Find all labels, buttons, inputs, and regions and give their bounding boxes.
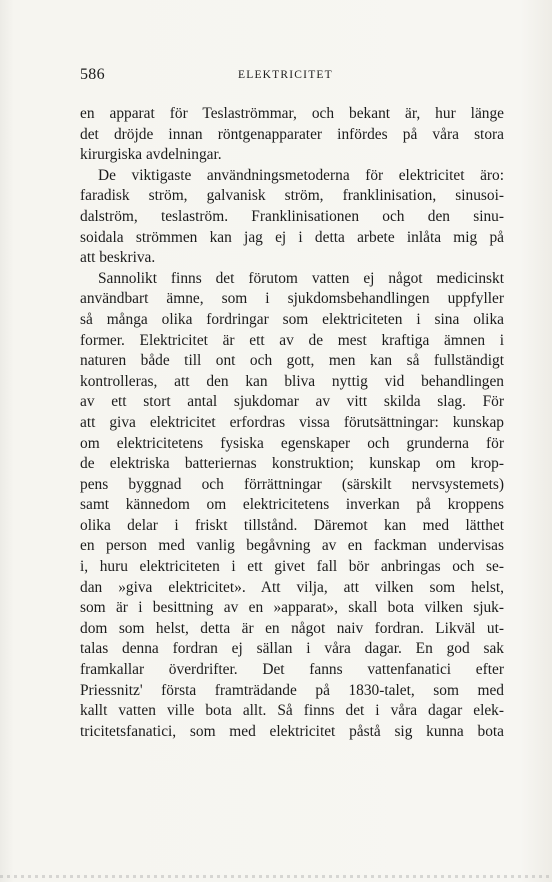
text-line: samt kännedom om elektricitetens inverkan på kroppens: [80, 496, 504, 514]
page-header: [80, 66, 500, 88]
page-number: 586: [80, 66, 105, 83]
text-line: Sannolikt finns det förutom vatten ej något medicinskt: [98, 269, 504, 287]
text-line: faradisk ström, galvanisk ström, franklinisation, sinusoi-: [80, 187, 504, 205]
text-line: kirurgiska avdelningar.: [80, 146, 222, 164]
text-line: dan »giva elektricitet». Att vilja, att vilken som helst,: [80, 578, 504, 596]
text-line: av ett stort antal sjukdomar av vitt skilda slag. För: [80, 393, 504, 411]
text-line: i, huru elektriciteten i ett givet fall bör anbringas och se-: [80, 558, 504, 576]
paragraph: [80, 166, 504, 269]
text-line: kontrolleras, att den kan bliva nyttig vid behandlingen: [80, 372, 504, 390]
text-line: så många olika fordringar som elektriciteten i sina olika: [80, 310, 504, 328]
text-line: att giva elektricitet erfordras vissa förutsättningar: kunskap: [80, 413, 504, 431]
text-line: talas denna fordran ej sällan i våra dagar. En god sak: [80, 640, 504, 658]
running-title: ELEKTRICITET: [238, 69, 333, 81]
text-line: tricitetsfanatici, som med elektricitet påstå sig kunna bota: [80, 722, 504, 740]
text-line: naturen både till ont och gott, men kan så fullständigt: [80, 352, 504, 370]
text-line: dom som helst, detta är en något naiv fordran. Likväl ut-: [80, 619, 504, 637]
page-edge-smudge: [0, 875, 552, 878]
text-line: som är i besittning av en »apparat», skall bota vilken sjuk-: [80, 599, 504, 617]
text-line: former. Elektricitet är ett av de mest kraftiga ämnen i: [80, 331, 504, 349]
text-line: kallt vatten ville bota allt. Så finns det i våra dagar elek-: [80, 702, 504, 720]
text-line: olika delar i friskt tillstånd. Däremot kan med lätthet: [80, 516, 504, 534]
text-line: att beskriva.: [80, 249, 156, 267]
text-line: pens byggnad och förrättningar (särskilt nervsystemets): [80, 475, 504, 493]
text-line: om elektricitetens fysiska egenskaper och grunderna för: [80, 434, 504, 452]
body-text: [80, 104, 504, 742]
text-line: dalström, teslaström. Franklinisationen och den sinu-: [80, 207, 504, 225]
text-line: en person med vanlig begåvning av en fackman undervisas: [80, 537, 504, 555]
text-line: de elektriska batteriernas konstruktion; kunskap om krop-: [80, 455, 504, 473]
text-line: De viktigaste användningsmetoderna för elektricitet äro:: [98, 166, 504, 184]
text-line: en apparat för Teslaströmmar, och bekant är, hur länge: [80, 105, 504, 122]
paragraph: [80, 104, 504, 166]
text-line: användbart ämne, som i sjukdomsbehandlingen uppfyller: [80, 290, 504, 308]
paragraph: [80, 269, 504, 743]
text-line: soidala strömmen kan jag ej i detta arbete inlåta mig på: [80, 228, 504, 246]
text-line: Priessnitz' första framträdande på 1830-talet, som med: [80, 681, 504, 699]
text-line: framkallar överdrifter. Det fanns vattenfanatici efter: [80, 661, 504, 679]
text-line: det dröjde innan röntgenapparater infördes på våra stora: [80, 125, 504, 143]
